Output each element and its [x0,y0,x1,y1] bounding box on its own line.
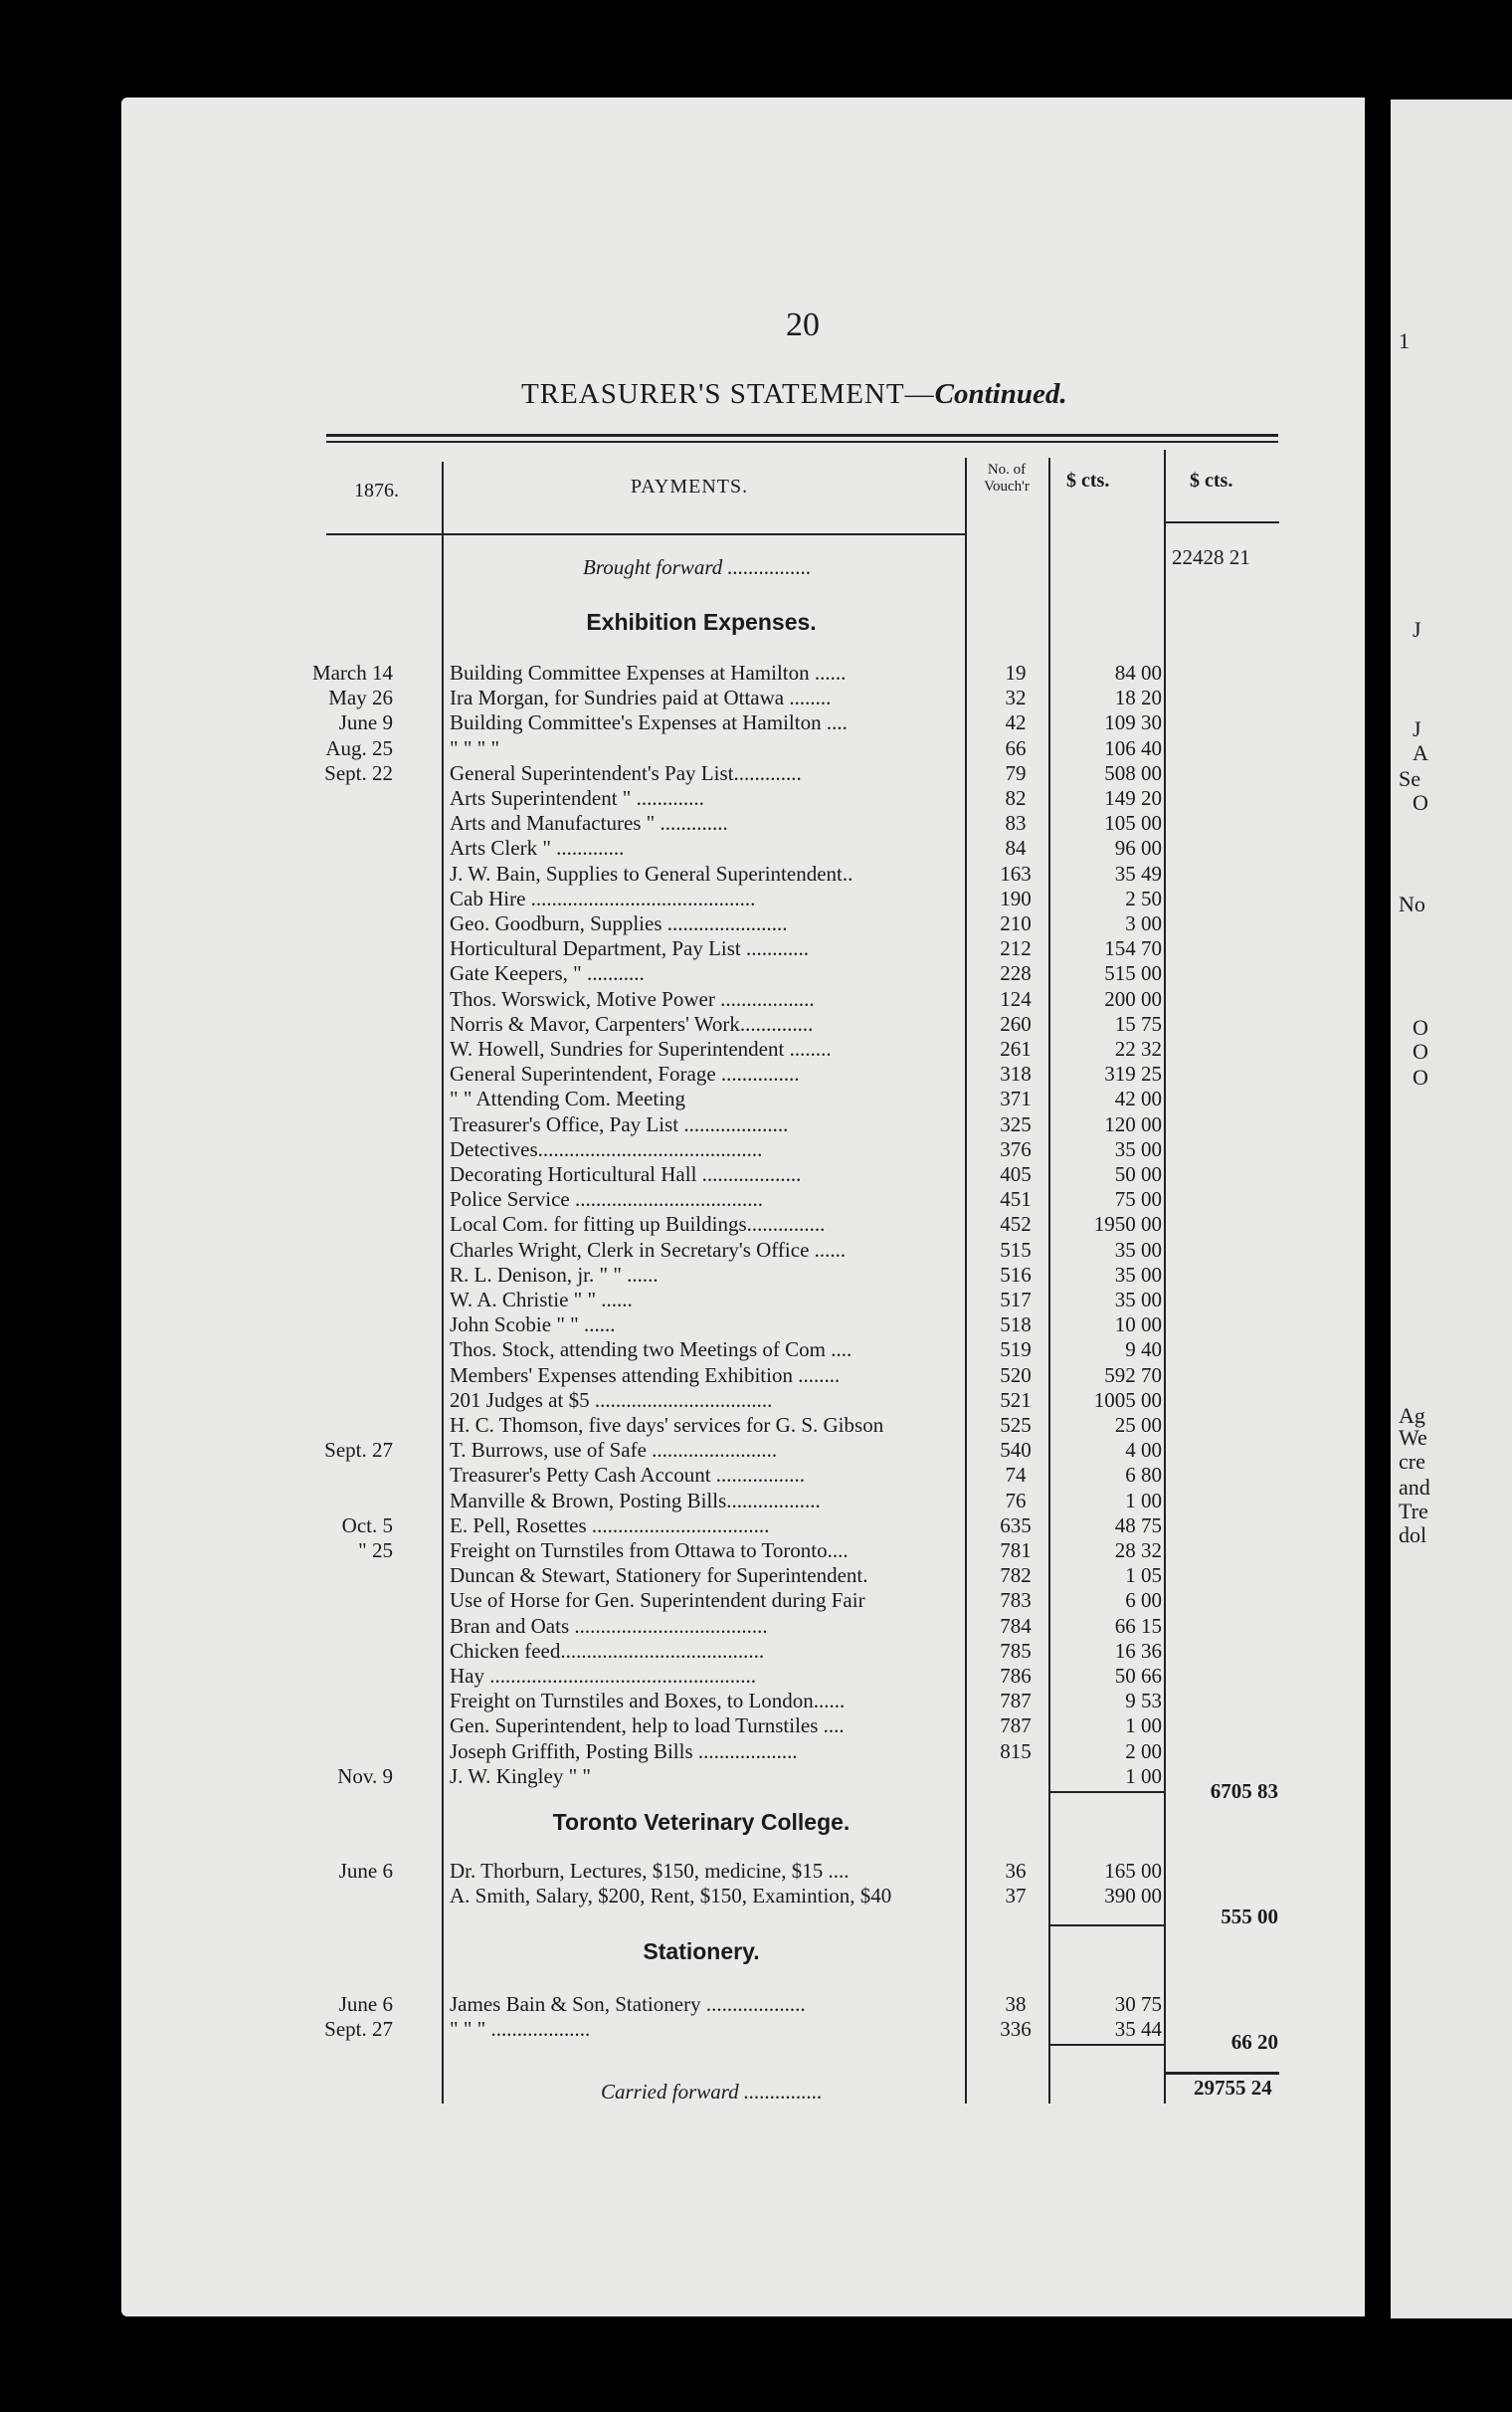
row-amount: 50 66 [1114,1664,1162,1688]
row-voucher: 518 [1000,1312,1032,1337]
row-description: Members' Expenses attending Exhibition ........ [450,1362,841,1387]
row-description: Chicken feed....................................... [450,1638,765,1663]
row-voucher: 785 [1000,1638,1032,1663]
row-amount: 75 00 [1114,1187,1162,1212]
header-rule-bottom-right [1166,521,1279,523]
table-row [0,1739,1393,1764]
row-amount: 50 00 [1114,1162,1162,1186]
header-voucher-line2: Vouch'r [984,479,1030,495]
table-row [0,936,1393,961]
row-amount: 1950 00 [1093,1212,1162,1237]
adjacent-page-text: Tre [1399,1499,1428,1523]
row-amount: 1005 00 [1093,1387,1162,1412]
row-amount: 35 00 [1114,1237,1162,1262]
row-description: W. Howell, Sundries for Superintendent ........ [450,1037,832,1061]
table-row [0,836,1393,861]
row-amount: 1 00 [1125,1488,1162,1512]
row-amount: 592 70 [1104,1362,1162,1387]
brought-forward-label: Brought forward ................ [583,555,812,579]
adjacent-page-text: O [1413,1015,1428,1040]
table-row [0,1137,1393,1162]
row-voucher: 74 [1005,1463,1027,1488]
row-voucher: 516 [1000,1262,1032,1287]
row-date: Aug. 25 [325,735,393,760]
row-description: " " " " [450,735,500,760]
subtotal-rule [1050,1791,1164,1793]
row-voucher: 82 [1005,786,1027,810]
row-amount: 390 00 [1104,1884,1162,1909]
table-row [0,786,1393,811]
row-amount: 16 36 [1114,1638,1162,1663]
table-row [0,1363,1393,1388]
row-voucher: 36 [1005,1859,1027,1883]
row-description: Ira Morgan, for Sundries paid at Ottawa ........ [450,686,832,710]
row-date: June 6 [338,1992,393,2016]
table-row [0,710,1393,735]
row-description: Geo. Goodburn, Supplies ....................... [450,911,788,935]
title-continued: Continued. [934,378,1067,410]
table-row [0,1263,1393,1288]
row-voucher: 76 [1005,1488,1027,1512]
table-row [0,1689,1393,1713]
row-description: Thos. Worswick, Motive Power .................. [450,986,815,1011]
row-voucher: 540 [1000,1438,1032,1463]
row-description: Gen. Superintendent, help to load Turnstiles .... [450,1713,845,1738]
row-voucher: 451 [1000,1187,1032,1212]
header-year: 1876. [354,480,399,502]
adjacent-page-text: We [1399,1425,1427,1450]
table-row [0,1388,1393,1413]
table-row [0,1489,1393,1513]
header-amount: $ cts. [1066,470,1110,492]
row-amount: 154 70 [1104,936,1162,961]
row-date: June 9 [338,710,393,735]
row-voucher: 260 [1000,1011,1032,1036]
section-title: Exhibition Expenses. [586,609,817,635]
row-voucher: 521 [1000,1387,1032,1412]
header-voucher-line1: No. of [987,462,1027,478]
row-voucher: 405 [1000,1162,1032,1186]
adjacent-page-text: 1 [1399,328,1410,353]
table-row [0,911,1393,936]
subtotal-rule [1050,1924,1164,1926]
row-amount: 35 49 [1114,861,1162,886]
row-description: Gate Keepers, " ........... [450,961,645,986]
row-amount: 35 00 [1114,1262,1162,1287]
row-description: " " Attending Com. Meeting [450,1087,686,1111]
row-voucher: 336 [1000,2017,1032,2042]
table-row [0,661,1393,686]
row-voucher: 781 [1000,1538,1032,1562]
row-description: Joseph Griffith, Posting Bills ................... [450,1738,798,1763]
row-description: Thos. Stock, attending two Meetings of Com .... [450,1337,852,1362]
row-amount: 9 40 [1125,1337,1162,1362]
table-row [0,1087,1393,1111]
row-amount: 200 00 [1104,986,1162,1011]
row-description: John Scobie " " ...... [450,1312,616,1337]
table-row [0,961,1393,986]
adjacent-page-text: dol [1399,1522,1427,1547]
row-description: T. Burrows, use of Safe ........................ [450,1438,778,1463]
row-description: Bran and Oats ..................................... [450,1613,768,1638]
row-description: General Superintendent's Pay List............. [450,760,802,785]
row-date: June 6 [338,1859,393,1883]
row-voucher: 318 [1000,1062,1032,1087]
row-description: R. L. Denison, jr. " " ...... [450,1262,659,1287]
adjacent-page-fragment [1391,100,1512,2318]
row-description: Charles Wright, Clerk in Secretary's Office ...... [450,1237,847,1262]
subtotal-rule [1050,2044,1164,2046]
row-date: May 26 [328,686,393,710]
table-row [0,1162,1393,1187]
row-amount: 22 32 [1114,1037,1162,1061]
row-description: Use of Horse for Gen. Superintendent during Fair [450,1588,865,1613]
row-voucher: 19 [1005,661,1027,685]
row-voucher: 32 [1005,686,1027,710]
adjacent-page-text: A [1413,740,1428,765]
row-voucher: 519 [1000,1337,1032,1362]
row-description: James Bain & Son, Stationery ................... [450,1992,806,2016]
row-date: Sept. 27 [324,2017,393,2042]
table-row [0,1438,1393,1463]
row-date: March 14 [311,661,393,685]
section-title: Stationery. [643,1938,760,1964]
row-amount: 30 75 [1114,1992,1162,2016]
adjacent-page-text: Ag [1399,1403,1425,1428]
page-title: TREASURER'S STATEMENT—Continued. [521,378,1067,410]
header-rule-top-2 [326,441,1278,443]
row-amount: 25 00 [1114,1413,1162,1437]
section-total: 6705 83 [1210,1779,1278,1803]
table-row [0,1413,1393,1438]
table-row [0,686,1393,710]
row-amount: 149 20 [1104,786,1162,810]
adjacent-page-text: No [1399,892,1425,916]
table-row [0,1614,1393,1639]
section-total: 555 00 [1221,1905,1278,1928]
row-voucher: 520 [1000,1362,1032,1387]
table-row [0,1513,1393,1538]
table-row [0,1288,1393,1312]
row-description: Arts Superintendent " ............. [450,786,704,810]
row-amount: 35 00 [1114,1288,1162,1311]
row-description: Decorating Horticultural Hall ................... [450,1162,802,1186]
row-amount: 1 00 [1125,1713,1162,1738]
table-row [0,1312,1393,1337]
row-voucher: 83 [1005,811,1027,836]
table-row [0,1012,1393,1037]
header-total: $ cts. [1190,470,1233,492]
table-row [0,887,1393,911]
row-amount: 3 00 [1125,911,1162,935]
table-row [0,1538,1393,1563]
row-amount: 4 00 [1125,1438,1162,1463]
row-voucher: 786 [1000,1664,1032,1688]
row-amount: 35 00 [1114,1136,1162,1161]
row-voucher: 515 [1000,1237,1032,1262]
table-row [0,1212,1393,1237]
row-description: Cab Hire ........................................... [450,886,756,910]
table-row [0,1563,1393,1588]
row-voucher: 261 [1000,1037,1032,1061]
row-amount: 35 44 [1114,2017,1162,2042]
row-amount: 2 00 [1125,1738,1162,1763]
row-date: Oct. 5 [341,1512,393,1537]
row-description: Building Committee Expenses at Hamilton ...... [450,661,847,685]
row-voucher: 452 [1000,1212,1032,1237]
row-voucher: 79 [1005,760,1027,785]
table-row [0,1588,1393,1613]
table-row [0,811,1393,836]
row-description: E. Pell, Rosettes .................................. [450,1512,770,1537]
row-amount: 106 40 [1104,735,1162,760]
row-amount: 165 00 [1104,1859,1162,1883]
row-amount: 1 05 [1125,1563,1162,1588]
row-amount: 9 53 [1125,1689,1162,1713]
row-voucher: 783 [1000,1588,1032,1613]
row-description: General Superintendent, Forage ............... [450,1062,800,1087]
row-description: Hay ................................................... [450,1664,756,1688]
row-description: 201 Judges at $5 .................................. [450,1387,773,1412]
row-amount: 96 00 [1114,836,1162,861]
row-description: J. W. Bain, Supplies to General Superintendent.. [450,861,853,886]
row-amount: 2 50 [1125,886,1162,910]
row-description: Arts Clerk " ............. [450,836,625,861]
row-voucher: 190 [1000,886,1032,910]
table-row [0,1664,1393,1689]
table-row [0,1337,1393,1362]
row-description: Treasurer's Office, Pay List .................... [450,1111,789,1136]
adjacent-page-text: J [1413,617,1421,642]
page-number: 20 [786,306,820,343]
table-row [0,1859,1393,1884]
row-voucher: 376 [1000,1136,1032,1161]
table-row [0,987,1393,1012]
row-voucher: 782 [1000,1563,1032,1588]
row-amount: 48 75 [1114,1512,1162,1537]
row-voucher: 815 [1000,1738,1032,1763]
row-amount: 18 20 [1114,686,1162,710]
row-description: Detectives........................................... [450,1136,763,1161]
adjacent-page-text: O [1413,1039,1428,1064]
row-description: Freight on Turnstiles and Boxes, to London...... [450,1689,846,1713]
row-amount: 28 32 [1114,1538,1162,1562]
row-voucher: 212 [1000,936,1032,961]
row-voucher: 37 [1005,1884,1027,1909]
row-voucher: 371 [1000,1087,1032,1111]
row-amount: 1 00 [1125,1763,1162,1788]
row-voucher: 787 [1000,1689,1032,1713]
row-voucher: 517 [1000,1288,1032,1311]
row-date: Sept. 22 [324,760,393,785]
table-row [0,1112,1393,1137]
row-amount: 42 00 [1114,1087,1162,1111]
row-amount: 66 15 [1114,1613,1162,1638]
row-description: Norris & Mavor, Carpenters' Work.............. [450,1011,814,1036]
row-amount: 109 30 [1104,710,1162,735]
row-voucher: 124 [1000,986,1032,1011]
adjacent-page-text: O [1413,790,1428,815]
adjacent-page-text: J [1413,716,1421,741]
row-description: Freight on Turnstiles from Ottawa to Toronto.... [450,1538,849,1562]
row-amount: 508 00 [1104,760,1162,785]
row-voucher: 163 [1000,861,1032,886]
header-rule-top [326,434,1278,437]
table-row [0,1238,1393,1263]
section-total: 66 20 [1230,2030,1278,2054]
row-amount: 6 80 [1125,1463,1162,1488]
row-voucher: 38 [1005,1992,1027,2016]
row-voucher: 325 [1000,1111,1032,1136]
adjacent-page-text: cre [1399,1449,1425,1474]
carried-forward-total: 29755 24 [1194,2076,1272,2100]
row-voucher: 66 [1005,735,1027,760]
table-row [0,862,1393,887]
table-row [0,1713,1393,1738]
row-description: Duncan & Stewart, Stationery for Superintendent. [450,1563,868,1588]
row-description: H. C. Thomson, five days' services for G. S. Gibson [450,1413,884,1437]
carried-forward-label: Carried forward ............... [601,2080,823,2104]
row-description: Arts and Manufactures " ............. [450,811,728,836]
row-date: " 25 [358,1538,393,1562]
row-description: Horticultural Department, Pay List ............ [450,936,810,961]
table-row [0,1037,1393,1062]
row-description: A. Smith, Salary, $200, Rent, $150, Examintion, $40 [450,1884,892,1909]
header-rule-bottom [326,533,965,535]
row-voucher: 228 [1000,961,1032,986]
row-voucher: 525 [1000,1413,1032,1437]
row-voucher: 787 [1000,1713,1032,1738]
header-payments: PAYMENTS. [631,476,749,498]
row-amount: 10 00 [1114,1312,1162,1337]
table-row [0,1992,1393,2017]
row-description: Dr. Thorburn, Lectures, $150, medicine, $15 .... [450,1859,850,1883]
adjacent-page-text: Se [1399,766,1420,791]
table-row [0,1187,1393,1212]
row-amount: 319 25 [1104,1062,1162,1087]
row-amount: 15 75 [1114,1011,1162,1036]
row-amount: 105 00 [1104,811,1162,836]
row-amount: 515 00 [1104,961,1162,986]
row-amount: 120 00 [1104,1111,1162,1136]
table-row [0,1062,1393,1087]
row-voucher: 84 [1005,836,1027,861]
row-description: " " " ................... [450,2017,591,2042]
adjacent-page-text: O [1413,1065,1428,1090]
row-description: Treasurer's Petty Cash Account ................. [450,1463,806,1488]
table-row [0,736,1393,761]
brought-forward-total: 22428 21 [1172,545,1250,569]
row-description: W. A. Christie " " ...... [450,1288,633,1311]
table-row [0,761,1393,786]
row-description: Building Committee's Expenses at Hamilton .... [450,710,848,735]
carried-rule [1166,2072,1279,2075]
row-amount: 84 00 [1114,661,1162,685]
row-description: J. W. Kingley " " [450,1763,591,1788]
table-row [0,1463,1393,1488]
row-description: Police Service .................................... [450,1187,763,1212]
table-row [0,1639,1393,1664]
adjacent-page-text: and [1399,1475,1430,1500]
section-title: Toronto Veterinary College. [552,1809,850,1835]
row-voucher: 210 [1000,911,1032,935]
row-date: Sept. 27 [324,1438,393,1463]
row-voucher: 635 [1000,1512,1032,1537]
row-voucher: 42 [1005,710,1027,735]
row-description: Manville & Brown, Posting Bills.................. [450,1488,821,1512]
row-date: Nov. 9 [337,1763,393,1788]
row-description: Local Com. for fitting up Buildings............... [450,1212,826,1237]
header-voucher [965,462,1048,496]
row-amount: 6 00 [1125,1588,1162,1613]
row-voucher: 784 [1000,1613,1032,1638]
